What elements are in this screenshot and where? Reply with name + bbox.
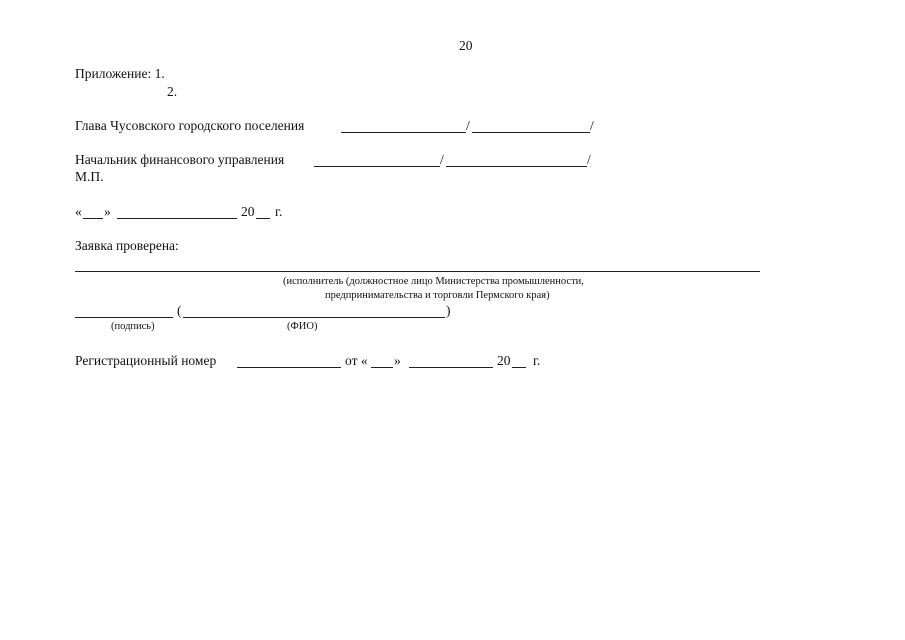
verified-label: Заявка проверена: [75, 238, 179, 253]
date-year-prefix: 20 [241, 204, 255, 219]
finance-signature-slash-1: / [440, 152, 444, 167]
finance-signature-line [314, 166, 440, 167]
registration-label: Регистрационный номер [75, 353, 217, 368]
date-year-line [256, 218, 270, 219]
date-year-suffix: г. [275, 204, 283, 219]
head-name-line [472, 132, 590, 133]
verifier-name-line [183, 317, 445, 318]
attachment-item-2: 2. [167, 84, 178, 99]
registration-close-quote: » [394, 353, 401, 368]
name-paren-close: ) [446, 303, 451, 318]
head-signature-slash-1: / [466, 118, 470, 133]
attachments-label: Приложение: 1. [75, 66, 165, 81]
registration-year-line [512, 367, 526, 368]
verifier-signature-line [75, 317, 173, 318]
finance-name-line [446, 166, 587, 167]
name-caption: (ФИО) [287, 321, 318, 332]
page-number: 20 [459, 38, 473, 53]
verifier-caption-line-2: предпринимательства и торговли Пермского края) [325, 290, 550, 301]
head-signature-line [341, 132, 466, 133]
verifier-line [75, 271, 760, 272]
signature-caption: (подпись) [111, 321, 155, 332]
registration-from: от « [345, 353, 368, 368]
date-month-line [117, 218, 237, 219]
registration-month-line [409, 367, 493, 368]
finance-signature-label: Начальник финансового управления [75, 152, 285, 167]
date-day-line [83, 218, 103, 219]
verifier-caption-line-1: (исполнитель (должностное лицо Министерства промышленности, [283, 276, 584, 287]
registration-year-suffix: г. [533, 353, 541, 368]
registration-day-line [371, 367, 393, 368]
name-paren-open: ( [177, 303, 182, 318]
seal-mark: М.П. [75, 169, 104, 184]
date-open-quote: « [75, 204, 82, 219]
head-signature-label: Глава Чусовского городского поселения [75, 118, 305, 133]
registration-number-line [237, 367, 341, 368]
registration-year-prefix: 20 [497, 353, 511, 368]
date-close-quote: » [104, 204, 111, 219]
finance-signature-slash-2: / [587, 152, 591, 167]
head-signature-slash-2: / [590, 118, 594, 133]
